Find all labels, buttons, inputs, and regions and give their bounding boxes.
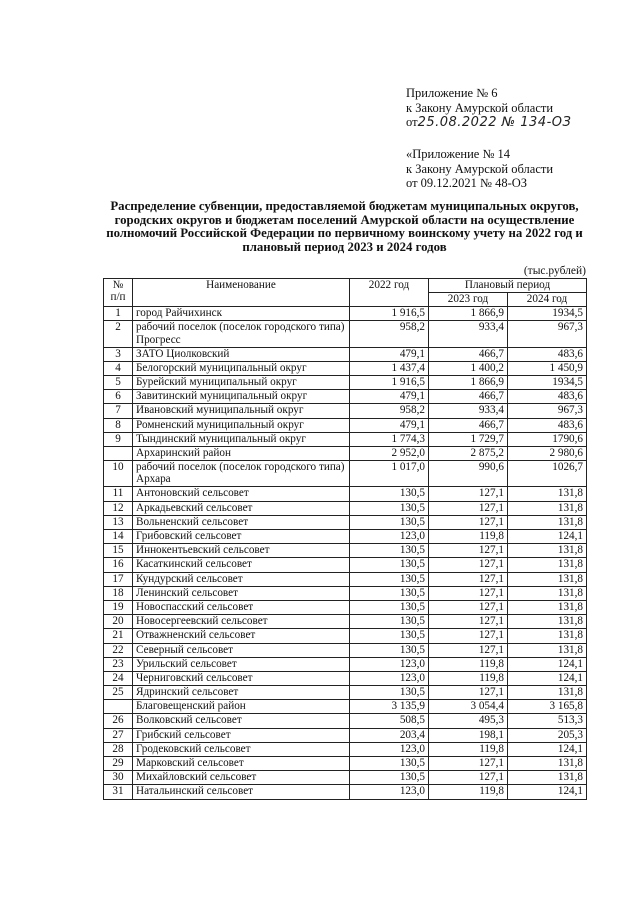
header-name: Наименование [133,279,350,307]
row-value-2023: 119,8 [429,657,508,671]
row-value-2022: 123,0 [350,657,429,671]
row-value-2022: 130,5 [350,572,429,586]
row-name: город Райчихинск [133,307,350,321]
row-value-2023: 495,3 [429,714,508,728]
header-2022: 2022 год [350,279,429,307]
row-value-2022: 130,5 [350,487,429,501]
handwritten-date-number: 25.08.2022 № 134-ОЗ [417,115,572,130]
row-value-2023: 990,6 [429,461,508,487]
table-row [104,643,587,657]
table-row [104,321,587,347]
table-row [104,530,587,544]
row-number: 26 [104,714,133,728]
row-value-2023: 127,1 [429,600,508,614]
row-value-2022: 2 952,0 [350,446,429,460]
row-value-2023: 127,1 [429,643,508,657]
row-value-2022: 130,5 [350,544,429,558]
row-value-2024: 131,8 [508,515,587,529]
row-value-2022: 958,2 [350,404,429,418]
row-number: 7 [104,404,133,418]
row-number: 28 [104,742,133,756]
row-name: Новоспасский сельсовет [133,600,350,614]
row-value-2023: 1 866,9 [429,375,508,389]
row-value-2024: 1790,6 [508,432,587,446]
row-value-2023: 933,4 [429,404,508,418]
row-number: 3 [104,347,133,361]
row-value-2023: 127,1 [429,558,508,572]
row-value-2022: 130,5 [350,586,429,600]
table-row [104,686,587,700]
row-name: Антоновский сельсовет [133,487,350,501]
table-body [104,307,587,800]
row-value-2023: 466,7 [429,347,508,361]
row-number: 10 [104,461,133,487]
row-value-2023: 1 866,9 [429,307,508,321]
law-line: к Закону Амурской области [406,100,554,115]
date-line [406,115,621,131]
row-number: 17 [104,572,133,586]
from-prefix: от [406,115,418,129]
row-name: Ромненский муниципальный округ [133,418,350,432]
row-value-2024: 124,1 [508,785,587,799]
row-value-2022: 130,5 [350,501,429,515]
row-name: рабочий поселок (поселок городского типа) Прогресс [133,321,350,347]
row-value-2022: 123,0 [350,742,429,756]
row-number: 24 [104,671,133,685]
appendix-header [406,86,621,131]
row-value-2023: 466,7 [429,418,508,432]
table-row [104,461,587,487]
row-number: 5 [104,375,133,389]
row-value-2023: 2 875,2 [429,446,508,460]
document-title: Распределение субвенции, предоставляемой бюджетам муниципальных округов, городских округов и бюджетам поселений Амурской области на осуществление полномочий Российской Федерации по первичному воинскому учету на 2022 год и плановый период 2023 и 2024 годов [106,199,583,254]
table-row [104,418,587,432]
row-value-2024: 1026,7 [508,461,587,487]
appendix-line: Приложение № 6 [406,86,498,100]
row-name: рабочий поселок (поселок городского типа) Архара [133,461,350,487]
row-value-2024: 131,8 [508,572,587,586]
row-value-2022: 203,4 [350,728,429,742]
row-number [104,446,133,460]
row-value-2023: 127,1 [429,757,508,771]
row-value-2023: 119,8 [429,785,508,799]
row-name: Благовещенский район [133,700,350,714]
row-value-2024: 131,8 [508,501,587,515]
row-value-2022: 1 017,0 [350,461,429,487]
table-row [104,432,587,446]
row-value-2024: 131,8 [508,586,587,600]
table-row [104,487,587,501]
header-plan-period: Плановый период [429,279,587,293]
prev-appendix-line: «Приложение № 14 [406,147,511,161]
row-value-2023: 119,8 [429,742,508,756]
prev-law-line: к Закону Амурской области [406,161,554,176]
row-name: Вольненский сельсовет [133,515,350,529]
row-value-2022: 130,5 [350,686,429,700]
row-name: Ленинский сельсовет [133,586,350,600]
row-value-2022: 1 916,5 [350,307,429,321]
table-row [104,700,587,714]
table-row [104,347,587,361]
row-value-2022: 130,5 [350,558,429,572]
row-value-2024: 205,3 [508,728,587,742]
row-value-2024: 131,8 [508,757,587,771]
units-label: (тыс.рублей) [523,265,586,277]
row-value-2024: 124,1 [508,657,587,671]
table-row [104,629,587,643]
table-row [104,714,587,728]
row-value-2022: 130,5 [350,515,429,529]
row-value-2023: 127,1 [429,515,508,529]
row-value-2023: 119,8 [429,671,508,685]
table-row [104,728,587,742]
row-name: Новосергеевский сельсовет [133,615,350,629]
table-row [104,390,587,404]
row-value-2024: 124,1 [508,671,587,685]
row-value-2023: 119,8 [429,530,508,544]
row-name: Архаринский район [133,446,350,460]
row-value-2023: 127,1 [429,771,508,785]
row-number: 11 [104,487,133,501]
row-name: Бурейский муниципальный округ [133,375,350,389]
row-number: 25 [104,686,133,700]
table-row [104,615,587,629]
header-2024: 2024 год [508,293,587,307]
row-value-2022: 479,1 [350,418,429,432]
table-row [104,600,587,614]
table-row [104,404,587,418]
row-value-2024: 483,6 [508,390,587,404]
row-number: 18 [104,586,133,600]
row-value-2023: 466,7 [429,390,508,404]
row-number: 23 [104,657,133,671]
table-row [104,572,587,586]
table-row [104,785,587,799]
row-number: 19 [104,600,133,614]
row-value-2023: 127,1 [429,629,508,643]
row-number: 8 [104,418,133,432]
row-name: ЗАТО Циолковский [133,347,350,361]
row-value-2022: 1 437,4 [350,361,429,375]
row-value-2022: 1 916,5 [350,375,429,389]
row-value-2024: 124,1 [508,530,587,544]
row-value-2023: 127,1 [429,586,508,600]
row-value-2023: 198,1 [429,728,508,742]
row-value-2023: 1 400,2 [429,361,508,375]
table-row [104,375,587,389]
row-value-2023: 127,1 [429,487,508,501]
row-value-2023: 127,1 [429,572,508,586]
row-name: Белогорский муниципальный округ [133,361,350,375]
row-name: Марковский сельсовет [133,757,350,771]
header-2023: 2023 год [429,293,508,307]
table-row [104,558,587,572]
row-value-2022: 1 774,3 [350,432,429,446]
table-row [104,671,587,685]
table-row [104,586,587,600]
table-row [104,657,587,671]
row-number: 31 [104,785,133,799]
table-row [104,307,587,321]
row-value-2022: 958,2 [350,321,429,347]
table-row [104,361,587,375]
row-name: Аркадьевский сельсовет [133,501,350,515]
row-value-2024: 483,6 [508,347,587,361]
row-value-2024: 131,8 [508,558,587,572]
row-value-2024: 131,8 [508,629,587,643]
row-name: Натальинский сельсовет [133,785,350,799]
row-value-2024: 967,3 [508,404,587,418]
row-value-2024: 3 165,8 [508,700,587,714]
row-number: 2 [104,321,133,347]
row-number: 16 [104,558,133,572]
previous-appendix-header [406,147,621,191]
row-value-2022: 479,1 [350,390,429,404]
table-row [104,742,587,756]
row-value-2022: 130,5 [350,615,429,629]
row-name: Кундурский сельсовет [133,572,350,586]
table-row [104,501,587,515]
row-value-2024: 131,8 [508,643,587,657]
row-number: 30 [104,771,133,785]
row-name: Волковский сельсовет [133,714,350,728]
row-value-2024: 513,3 [508,714,587,728]
row-number: 14 [104,530,133,544]
row-value-2023: 127,1 [429,544,508,558]
row-value-2024: 1934,5 [508,375,587,389]
row-value-2024: 131,8 [508,487,587,501]
row-value-2024: 131,8 [508,600,587,614]
row-number: 12 [104,501,133,515]
row-value-2023: 127,1 [429,501,508,515]
row-value-2022: 508,5 [350,714,429,728]
row-name: Черниговский сельсовет [133,671,350,685]
row-number [104,700,133,714]
row-number: 6 [104,390,133,404]
row-value-2024: 967,3 [508,321,587,347]
row-name: Грибовский сельсовет [133,530,350,544]
row-name: Северный сельсовет [133,643,350,657]
row-value-2022: 130,5 [350,643,429,657]
row-number: 13 [104,515,133,529]
row-name: Ивановский муниципальный округ [133,404,350,418]
row-number: 1 [104,307,133,321]
table-row [104,771,587,785]
row-name: Тындинский муниципальный округ [133,432,350,446]
row-value-2024: 124,1 [508,742,587,756]
row-value-2024: 483,6 [508,418,587,432]
row-value-2022: 130,5 [350,771,429,785]
row-value-2024: 131,8 [508,771,587,785]
row-value-2022: 130,5 [350,600,429,614]
row-number: 20 [104,615,133,629]
row-name: Иннокентьевский сельсовет [133,544,350,558]
row-number: 21 [104,629,133,643]
row-value-2024: 131,8 [508,544,587,558]
row-value-2022: 123,0 [350,671,429,685]
table-row [104,544,587,558]
row-value-2023: 933,4 [429,321,508,347]
row-value-2024: 2 980,6 [508,446,587,460]
row-value-2022: 479,1 [350,347,429,361]
row-value-2023: 3 054,4 [429,700,508,714]
row-value-2023: 1 729,7 [429,432,508,446]
table-row [104,515,587,529]
row-value-2024: 131,8 [508,615,587,629]
row-number: 27 [104,728,133,742]
row-name: Касаткинский сельсовет [133,558,350,572]
row-value-2023: 127,1 [429,615,508,629]
header-num: № п/п [104,279,133,307]
row-value-2022: 123,0 [350,785,429,799]
table-row [104,757,587,771]
subvention-table [103,278,587,800]
row-value-2022: 3 135,9 [350,700,429,714]
row-name: Михайловский сельсовет [133,771,350,785]
row-number: 9 [104,432,133,446]
row-name: Урильский сельсовет [133,657,350,671]
prev-date-line: от 09.12.2021 № 48-ОЗ [406,176,528,190]
row-value-2022: 123,0 [350,530,429,544]
row-number: 4 [104,361,133,375]
row-name: Ядринский сельсовет [133,686,350,700]
row-name: Завитинский муниципальный округ [133,390,350,404]
row-number: 15 [104,544,133,558]
row-value-2024: 1 450,9 [508,361,587,375]
table-row [104,446,587,460]
row-name: Гродековский сельсовет [133,742,350,756]
row-number: 22 [104,643,133,657]
row-name: Грибский сельсовет [133,728,350,742]
row-number: 29 [104,757,133,771]
row-name: Отважненский сельсовет [133,629,350,643]
row-value-2022: 130,5 [350,629,429,643]
row-value-2022: 130,5 [350,757,429,771]
row-value-2024: 131,8 [508,686,587,700]
row-value-2023: 127,1 [429,686,508,700]
row-value-2024: 1934,5 [508,307,587,321]
